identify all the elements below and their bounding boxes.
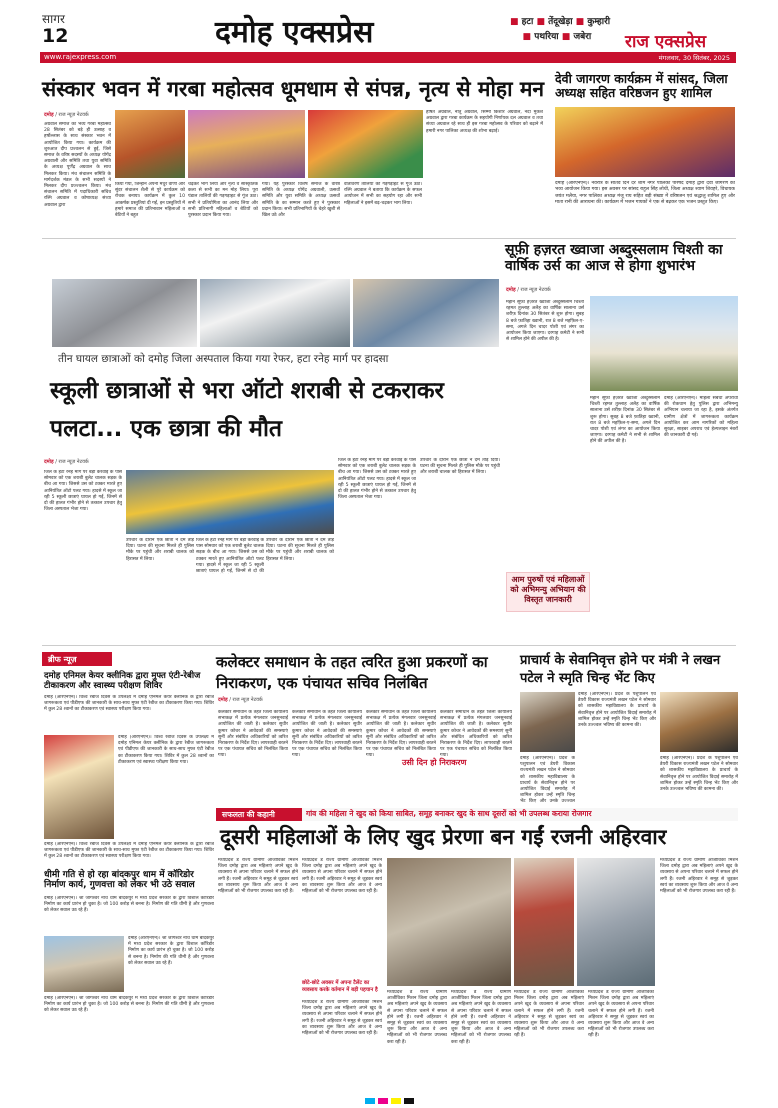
photo-dargah — [590, 296, 738, 391]
article-text: दमोह (आरएनएन)। विश्व रेबीज दिवस के उपलक्ष्य में दमोह एनिमल केयर क्लीनिक के द्वारा रेबीज जागरूकता एवं पीडीएफ की जानकारी के साथ-साथ मुफ्त एंटी रेबीज का टीकाकरण किया गया। शिविर में कुल 28 श्वानों का टीकाकरण एवं स्वास्थ्य परीक्षण किया गया। — [44, 842, 214, 860]
article-text: मध्यप्रदेश डे राज्य ग्रामीण आजीविका मिशन जिला दमोह द्वारा अब महिलाएं अपने खुद के व्यवसाय से अपना परिवार चलाने में सफल होने लगी हैं। रजनी अहिरवार ने समूह से जुड़कर स्वयं का व्यवसाय शुरू किया और आज वे अन्य महिलाओं को भी रोजगार उपलब्ध करा रही हैं। — [451, 990, 511, 1045]
photo-minister — [660, 692, 738, 752]
article-text: वातावरण तालियों की गड़गड़ाहट से गूंज उठा। रश्मि अग्रवाल ने बताया कि कार्यक्रम के सफल आयोजन में सभी का सहयोग रहा और सभी महिलाओं ने इसमें बढ़-चढ़कर भाग लिया। — [344, 182, 422, 206]
brand-logo: राज एक्सप्रेस — [625, 32, 707, 52]
article-text: मध्यप्रदेश डे राज्य ग्रामीण आजीविका मिशन जिला दमोह द्वारा अब महिलाएं अपने खुद के व्यवसाय से अपना परिवार चलाने में सफल होने लगी हैं। रजनी अहिरवार ने समूह से जुड़कर स्वयं का व्यवसाय शुरू किया और आज वे अन्य महिलाओं को भी रोजगार उपलब्ध करा रही हैं। — [302, 1000, 382, 1037]
headline-collector: कलेक्टर समाधान के तहत त्वरित हुआ प्रकरणों का निराकरण, एक पंचायत सचिव निलंबित — [216, 653, 488, 692]
page-number: 12 — [42, 25, 69, 47]
article-text: दमोह (आरएनएन)। विश्व रेबीज दिवस के उपलक्ष्य में दमोह एनिमल केयर क्लीनिक के द्वारा रेबीज जागरूकता एवं पीडीएफ की जानकारी के साथ-साथ मुफ्त एंटी रेबीज का टीकाकरण किया गया। शिविर में कुल 28 श्वानों का टीकाकरण एवं स्वास्थ्य परीक्षण किया गया। — [118, 735, 214, 765]
headline-garba: संस्कार भवन में गरबा महोत्सव धूमधाम से संपन्न, नृत्य से मोहा मन — [42, 77, 545, 101]
headline-accident: स्कूली छात्राओं से भरा ऑटो शराबी से टकराकर पलटा... एक छात्रा की मौत — [50, 378, 444, 442]
photo-animal-clinic — [44, 735, 114, 839]
article-text: दमोह (आरएनएन)। महिला संबंधी अपराधों की रोकथाम हेतु पुलिस द्वारा अभिमन्यु अभियान चलाया जा रहा है, इसके अंतर्गत ग्रामीण क्षेत्रों में जागरूकता कार्यक्रम आयोजित कर आम नागरिकों को महिला सुरक्षा, साइबर अपराध एवं हेल्पलाइन नंबरों की जानकारी दी गई। — [664, 396, 738, 439]
place-bullet: ■ — [522, 32, 532, 42]
place-bullet: ■ — [536, 17, 545, 27]
byline-desk: राज न्यूज़ नेटवर्क — [520, 287, 551, 293]
masthead-bar — [40, 52, 736, 63]
article-text: कलेक्टर समाधान के तहत जिला कार्यालय सभाकक्ष में प्रत्येक मंगलवार जनसुनवाई आयोजित की जाती है। कलेक्टर सुधीर कुमार कोचर ने आवेदकों की समस्याएं सुनीं और संबंधित अधिकारियों को त्वरित निराकरण के निर्देश दिए। लापरवाही बरतने पर एक पंचायत सचिव को निलंबित किया — [440, 710, 512, 753]
divider — [42, 645, 736, 646]
article-text: दमोह (आरएनएन)। प्रदेश के पशुपालन एवं डेयरी विकास राज्यमंत्री लखन पटेल ने सोमवार को शासकीय महाविद्यालय के प्राचार्य के सेवानिवृत्त होने पर आयोजित विदाई समारोह में शामिल होकर उन्हें स्मृति चिन्ह भेंट किए और उनके उज्ज्वल — [520, 756, 575, 804]
city-name: सागर — [42, 12, 65, 26]
subheading: उसी दिन हो निराकरण — [402, 758, 467, 767]
photo-rajni-machine — [577, 858, 655, 986]
headline-devi-jagran: देवी जागरण कार्यक्रम में सांसद, जिला अध्यक्ष सहित वरिष्ठजन हुए शामिल — [555, 71, 728, 100]
article-text: जिले के हटा रनेह मार्ग पर बड़ी करवाई के पास सोमवार को एक शराबी बुलेट चालक सड़क के बीच आ गया। जिससे उस को टक्कर मारते हुए आनियंत्रित ऑटो पलट गया। हादसे में स्कूल जा रही 5 स्कूली छात्राएं घायल हो गईं, जिनमें से दो की हालत गंभीर होने से तत्काल उपचार हेतु जिला अस्पताल भेजा गया। — [44, 470, 122, 513]
article-text: दमोह (आरएनएन)। नवरात्र के सातवें दिन देर शाम नगर पालिका परिषद दमोह द्वारा देवी जागरण का भव्य आयोजन किया गया। इस अवसर पर सांसद राहुल सिंह लोधी, जिला अध्यक्ष श्याम शिवहरे, विधायक जयंत मलैया, नगर पालिका अध्यक्ष मंजू राय सहित बड़ी संख्या में वरिष्ठजन एवं श्रद्धालु शामिल हुए और माता रानी की आराधना की। कार्यक्रम में भजन गायकों ने एक से बढ़कर एक भजन प्रस्तुत किए। — [555, 181, 735, 206]
place-bullet: ■ — [510, 17, 519, 27]
article-text: उपचार के दौरान एक छात्रा ने दम तोड़ दिया। घटना की सूचना मिलते ही पुलिस मौके पर पहुंची और शराबी चालक को हिरासत में लिया। — [126, 538, 194, 562]
article-text: मध्यप्रदेश डे राज्य ग्रामीण आजीविका मिशन जिला दमोह द्वारा अब महिलाएं अपने खुद के व्यवसाय से अपना परिवार चलाने में सफल होने लगी हैं। रजनी अहिरवार ने समूह से जुड़कर स्वयं का व्यवसाय शुरू किया और आज वे अन्य महिलाओं को भी रोजगार उपलब्ध करा रही हैं। — [218, 858, 298, 895]
place-item: जबेरा — [573, 32, 592, 42]
article-text: किया गया, जिन्होंने अपनी मधुर वाणी और सुंदर संचालन शैली से पूरे कार्यक्रम को रोचक बनाया। कार्यक्रम में कुल 10 आकर्षक प्रस्तुतियां दी गईं, इन प्रस्तुतियों में हमारे समाज की प्रतिभावान महिलाओं व बेटियों ने बहुत — [115, 182, 185, 219]
byline-city: दमोह — [44, 112, 54, 118]
issue-date: मंगलवार, 30 सितंबर, 2025 — [658, 54, 730, 62]
place-item: पथरिया — [534, 32, 559, 42]
byline-desk: राज न्यूज़ नेटवर्क — [58, 112, 89, 118]
photo-rajni-shop — [387, 858, 511, 986]
article-text: मध्यप्रदेश डे राज्य ग्रामीण आजीविका मिशन जिला दमोह द्वारा अब महिलाएं अपने खुद के व्यवसाय से अपना परिवार चलाने में सफल होने लगी हैं। रजनी अहिरवार ने समूह से जुड़कर स्वयं का व्यवसाय शुरू किया और आज वे अन्य महिलाओं को भी रोजगार उपलब्ध करा रही हैं। — [387, 990, 447, 1045]
photo-hospital-1 — [52, 279, 197, 347]
article-text: जिले के हटा रनेह मार्ग पर बड़ी करवाई के पास सोमवार को एक शराबी बुलेट चालक सड़क के बीच आ गया। जिससे उस को टक्कर मारते हुए आनियंत्रित ऑटो पलट गया। हादसे में स्कूल जा रही 5 स्कूली छात्राएं घायल हो गईं, जिनमें से दो की — [196, 538, 264, 574]
headline-urs: सूफ़ी हज़रत ख्वाजा अब्दुस्सलाम चिश्ती का वार्षिक उर्स का आज से होगा शुभारंभ — [505, 242, 723, 274]
photo-garba-crowd — [308, 110, 423, 178]
website-link[interactable]: www.rajexpress.com — [44, 53, 117, 61]
article-text: मध्यप्रदेश डे राज्य ग्रामीण आजीविका मिशन जिला दमोह द्वारा अब महिलाएं अपने खुद के व्यवसाय से अपना परिवार चलाने में सफल होने लगी हैं। रजनी अहिरवार ने समूह से जुड़कर स्वयं का व्यवसाय शुरू किया और आज वे अन्य महिलाओं को भी रोजगार उपलब्ध करा रही हैं। — [302, 858, 382, 895]
article-text: मध्यप्रदेश डे राज्य ग्रामीण आजीविका मिशन जिला दमोह द्वारा अब महिलाएं अपने खुद के व्यवसाय से अपना परिवार चलाने में सफल होने लगी हैं। रजनी अहिरवार ने समूह से जुड़कर स्वयं का व्यवसाय शुरू किया और आज वे अन्य महिलाओं को भी रोजगार उपलब्ध करा रही हैं। — [660, 858, 738, 895]
byline-desk: राज न्यूज़ नेटवर्क — [58, 459, 89, 465]
place-item: हटा — [521, 17, 534, 27]
article-text: कलेक्टर समाधान के तहत जिला कार्यालय सभाकक्ष में प्रत्येक मंगलवार जनसुनवाई आयोजित की जाती है। कलेक्टर सुधीर कुमार कोचर ने आवेदकों की समस्याएं सुनीं और संबंधित अधिकारियों को त्वरित निराकरण के निर्देश दिए। लापरवाही बरतने पर एक पंचायत सचिव को निलंबित किया गया। — [292, 710, 362, 759]
byline: दमोह / राज न्यूज़ नेटवर्क — [218, 697, 263, 703]
article-text: दमोह (आरएनएन)। श्री जागेश्वर नाथ धाम बांदकपुर में मध्य प्रदेश सरकार के द्वारा विशाल कॉरिडोर निर्माण का कार्य प्रारंभ हो चुका है। जो 100 करोड़ से बनना है। निर्माण की गति धीमी है और गुणवत्ता को लेकर सवाल उठ रहे हैं। — [44, 996, 214, 1014]
divider — [42, 238, 736, 239]
photo-garba-dancers — [115, 110, 185, 178]
story-kicker: गांव की महिला ने खुद को किया साबित, समूह बनाकर खुद के साथ दूसरों को भी उपलब्ध कराया रोजगार — [306, 809, 592, 818]
photo-principal-award — [520, 692, 575, 752]
article-text: हर्षित अग्रवाल, नीतू अग्रवाल, सिम्मी किशोर अग्रवाल, नंदा मुकेश अग्रवाल द्वारा गरबा कार्यक्रम के सहयोगी निर्णायक दल अग्रवाल व तथा संध्या अग्रवाल रहे साथ ही इस गरबा महोत्सव के परिवार को बढ़ाने में हमारी नगर पालिका अध्यक्ष की शोभा बढ़ाई। — [426, 110, 543, 134]
byline: दमोह / राज न्यूज़ नेटवर्क — [506, 287, 551, 293]
story-tag: सफलता की कहानी — [222, 810, 275, 819]
photo-rajni-portrait — [514, 858, 574, 986]
place-bullet: ■ — [575, 17, 585, 27]
headline-rajni: दूसरी महिलाओं के लिए खुद प्रेरणा बन गईं रजनी अहिरवार — [220, 825, 667, 849]
byline-city: दमोह — [218, 697, 228, 703]
brief-title: दमोह एनिमल केयर क्लीनिक द्वारा मुफ्त एंटी-रेबीज टीकाकरण और स्वास्थ्य परीक्षण शिविर — [44, 671, 201, 691]
byline-city: दमोह — [506, 287, 516, 293]
article-text: उपचार के दौरान एक छात्रा ने दम तोड़ दिया। घटना की सूचना मिलते ही पुलिस मौके पर पहुंची और शराबी चालक को हिरासत में लिया। — [266, 538, 334, 562]
article-text: कलेक्टर समाधान के तहत जिला कार्यालय सभाकक्ष में प्रत्येक मंगलवार जनसुनवाई आयोजित की जाती है। कलेक्टर सुधीर कुमार कोचर ने आवेदकों की समस्याएं सुनीं और संबंधित अधिकारियों को त्वरित निराकरण के निर्देश दिए। लापरवाही बरतने पर एक पंचायत सचिव को निलंबित किया गया। — [218, 710, 288, 759]
place-bullet: ■ — [561, 32, 571, 42]
photo-corridor-construction — [44, 936, 124, 992]
page-title: दमोह एक्सप्रेस — [215, 15, 374, 50]
place-item: कुम्हारी — [587, 17, 611, 27]
article-text: महान सूफ़ी हज़रत ख्वाजा अब्दुस्सलाम चिश्ती रहमत तुल्लाह अलैह का वार्षिक सालाना उर्स शरीफ़ दिनांक 30 सितंबर से शुरू होगा। सुबह 8 बजे फ़ातिहा ख्वानी, रात 8 बजे महफ़िल-ए-समा, अगले दिन चादर पोशी एवं लंगर का आयोजन किया जाएगा। दरगाह कमेटी ने सभी से शामिल होने की अपील की है। — [506, 300, 584, 343]
article-text: दमोह (आरएनएन)। प्रदेश के पशुपालन एवं डेयरी विकास राज्यमंत्री लखन पटेल ने सोमवार को शासकीय महाविद्यालय के प्राचार्य के सेवानिवृत्त होने पर आयोजित विदाई समारोह में शामिल होकर उन्हें स्मृति चिन्ह भेंट किए और उनके उज्ज्वल भविष्य की कामना की। — [660, 756, 738, 793]
article-text: दमोह (आरएनएन)। श्री जागेश्वर नाथ धाम बांदकपुर में मध्य प्रदेश सरकार के द्वारा विशाल कॉरिडोर निर्माण का कार्य प्रारंभ हो चुका है। जो 100 करोड़ से बनना है। निर्माण की गति धीमी है और गुणवत्ता को लेकर सवाल उठ रहे हैं। — [128, 936, 214, 966]
article-text: महान सूफ़ी हज़रत ख्वाजा अब्दुस्सलाम चिश्ती रहमत तुल्लाह अलैह का वार्षिक सालाना उर्स शरीफ़ दिनांक 30 सितंबर से शुरू होगा। सुबह 8 बजे फ़ातिहा ख्वानी, रात 8 बजे महफ़िल-ए-समा, अगले दिन चादर पोशी एवं लंगर का आयोजन किया जाएगा। दरगाह कमेटी ने सभी से शामिल होने की अपील की है। — [590, 396, 660, 445]
article-text: चढ़कर भाग लिया और नृत्य व सांस्कृतिक कला से सभी का मन मोह लिया। पूरा पंडाल तालियों की गड़गड़ाहट से गूंज उठा। सभी ने प्रतियोगिता का आनंद लिया और सभी प्रतिभागी महिलाओं व बेटियों को पुरस्कार प्रदान किया गया। — [188, 182, 258, 219]
place-list — [510, 15, 630, 45]
photo-overturned-auto — [126, 470, 334, 534]
photo-hospital-2 — [200, 279, 350, 347]
article-text: उपचार के दौरान एक छात्रा ने दम तोड़ दिया। घटना की सूचना मिलते ही पुलिस मौके पर पहुंची और शराबी चालक को हिरासत में लिया। — [420, 458, 500, 476]
byline-desk: राज न्यूज़ नेटवर्क — [232, 697, 263, 703]
article-text: दमोह (आरएनएन)। विश्व रेबीज दिवस के उपलक्ष्य में दमोह एनिमल केयर क्लीनिक के द्वारा रेबीज जागरूकता एवं पीडीएफ की जानकारी के साथ-साथ मुफ्त एंटी रेबीज का टीकाकरण किया गया। शिविर में कुल 28 श्वानों का टीकाकरण एवं स्वास्थ्य परीक्षण किया गया। — [44, 695, 214, 713]
byline: दमोह / राज न्यूज़ नेटवर्क — [44, 459, 89, 465]
subheading: छोटे-छोटे अवसर में अपना टैलेंट का व्यवसाय करके वर्तमान में बड़ी पहचान है — [302, 980, 378, 993]
article-text: दमोह (आरएनएन)। श्री जागेश्वर नाथ धाम बांदकपुर में मध्य प्रदेश सरकार के द्वारा विशाल कॉरिडोर निर्माण का कार्य प्रारंभ हो चुका है। जो 100 करोड़ से बनना है। निर्माण की गति धीमी है और गुणवत्ता को लेकर सवाल उठ रहे हैं। — [44, 896, 214, 914]
photo-devi-jagran — [555, 107, 735, 177]
article-text: जिले के हटा रनेह मार्ग पर बड़ी करवाई के पास सोमवार को एक शराबी बुलेट चालक सड़क के बीच आ गया। जिससे उस को टक्कर मारते हुए आनियंत्रित ऑटो पलट गया। हादसे में स्कूल जा रही 5 स्कूली छात्राएं घायल हो गईं, जिनमें से दो की हालत गंभीर होने से तत्काल उपचार हेतु जिला अस्पताल भेजा गया। — [338, 458, 416, 501]
article-text: दमोह (आरएनएन)। प्रदेश के पशुपालन एवं डेयरी विकास राज्यमंत्री लखन पटेल ने सोमवार को शासकीय महाविद्यालय के प्राचार्य के सेवानिवृत्त होने पर आयोजित विदाई समारोह में शामिल होकर उन्हें स्मृति चिन्ह भेंट किए और उनके उज्ज्वल भविष्य की कामना की। — [578, 692, 656, 729]
article-text: मध्यप्रदेश डे राज्य ग्रामीण आजीविका मिशन जिला दमोह द्वारा अब महिलाएं अपने खुद के व्यवसाय से अपना परिवार चलाने में सफल होने लगी हैं। रजनी अहिरवार ने समूह से जुड़कर स्वयं का व्यवसाय शुरू किया और आज वे अन्य महिलाओं को भी रोजगार उपलब्ध करा रही हैं। — [588, 990, 654, 1039]
article-text: कलेक्टर समाधान के तहत जिला कार्यालय सभाकक्ष में प्रत्येक मंगलवार जनसुनवाई आयोजित की जाती है। कलेक्टर सुधीर कुमार कोचर ने आवेदकों की समस्याएं सुनीं और संबंधित अधिकारियों को त्वरित निराकरण के निर्देश दिए। लापरवाही बरतने पर एक पंचायत सचिव को निलंबित किया गया। — [366, 710, 436, 759]
headline-principal: प्राचार्य के सेवानिवृत्त होने पर मंत्री ने लखन पटेल ने स्मृति चिन्ह भेंट किए — [520, 653, 721, 686]
brief-title: धीमी गति से हो रहा बांदकपुर धाम में कॉरिडोर निर्माण कार्य, गुणवत्ता को लेकर भी उठे सवाल — [44, 870, 195, 891]
byline: दमोह / राज न्यूज़ नेटवर्क — [44, 112, 89, 118]
brief-label: ब्रीफ न्यूज़ — [48, 655, 77, 664]
photo-caption: तीन घायल छात्राओं को दमोह जिला अस्पताल किया गया रेफर, हटा रनेह मार्ग पर हादसा — [58, 353, 389, 365]
byline-city: दमोह — [44, 459, 54, 465]
article-text: मध्यप्रदेश डे राज्य ग्रामीण आजीविका मिशन जिला दमोह द्वारा अब महिलाएं अपने खुद के व्यवसाय से अपना परिवार चलाने में सफल होने लगी हैं। रजनी अहिरवार ने समूह से जुड़कर स्वयं का व्यवसाय शुरू किया और आज वे अन्य महिलाओं को भी रोजगार उपलब्ध करा रही हैं। — [514, 990, 584, 1039]
aside-title: आम पुरुषों एवं महिलाओं को अभिमन्यु अभियान की विस्तृत जानकारी — [510, 575, 586, 604]
article-text: गया। यह पुरस्कार विशेष समाज के वरिष्ठ समिति के अध्यक्ष योगेंद्र अग्रवाली, उत्सवों समिति और युवा समिति के अध्यक्ष उत्सवों समिति के का सम्मान करते हुए ने पुरस्कार प्रदान किया। सभी प्रतिभागियों के चेहरे खुशी से खिल उठे और — [262, 182, 340, 219]
photo-hospital-3 — [353, 279, 499, 347]
photo-garba-stage — [188, 110, 305, 178]
print-marks — [0, 1098, 778, 1108]
article-text: अग्रवाल समाज का भव्य गरबा महोत्सव 28 सितंबर को बड़े ही उत्साह व हर्षोल्लास के साथ संस्कार भवन में आयोजित किया गया। कार्यक्रम की शुरुआत दीप प्रज्वलन से हुई, जिसे समाज के वरिष्ठ सदस्यों के अध्यक्ष योगेंद्र अग्रवाली और समिति तथा युवा समिति के अध्यक्ष पूर्णेंद्र अग्रवाल के साथ मिलकर किया। मंच संचालन समिति के मार्गदर्शक मंडल के सभी सदस्यों ने मिलकर दीप प्रज्ज्वलन किया। मंच संचालन समिति में पदाधिकारी सचिव रश्मि अग्रवाल व कोषाध्यक्ष संध्या अग्रवाल द्वारा — [44, 122, 111, 208]
place-item: तेंदूखेड़ा — [548, 17, 573, 27]
